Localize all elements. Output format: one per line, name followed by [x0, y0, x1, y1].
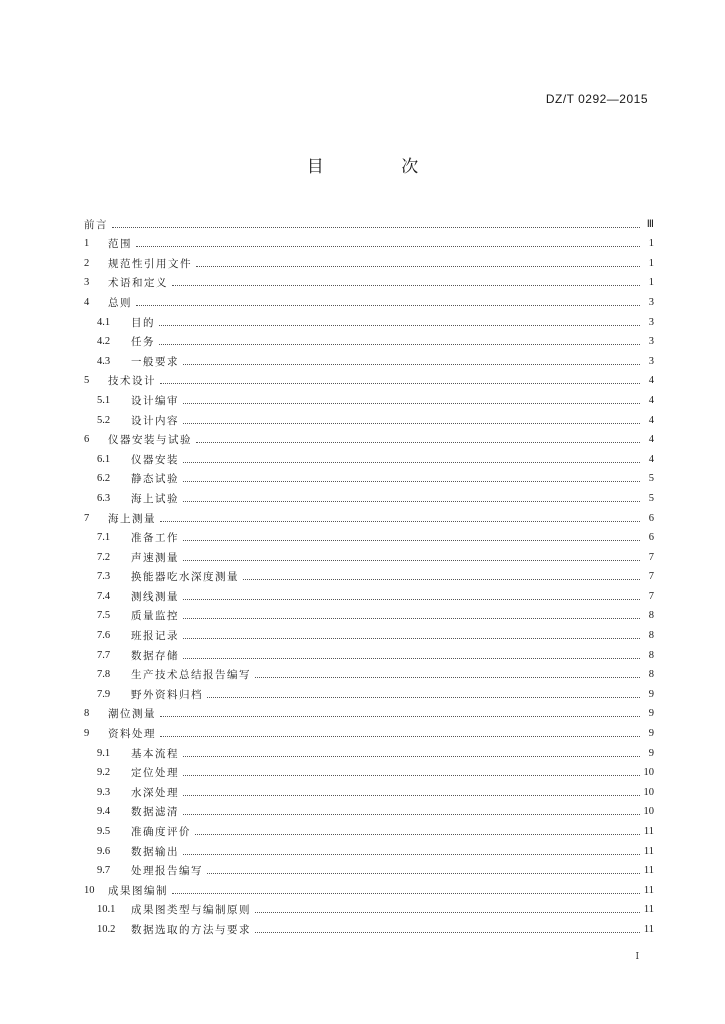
toc-entry-number: 7.5: [97, 610, 111, 622]
toc-entry-page: 3: [648, 296, 654, 308]
toc-entry-number: 7.9: [97, 688, 111, 700]
toc-entry-title: 设计内容: [131, 414, 179, 427]
toc-entry-number: 9.6: [97, 845, 111, 857]
toc-leader-dots: [159, 343, 640, 345]
toc-entry-title: 海上试验: [131, 492, 179, 505]
toc-entry-title: 声速测量: [131, 551, 179, 564]
toc-leader-dots: [183, 598, 640, 600]
toc-entry-page: 4: [648, 414, 654, 426]
toc-entry-title: 总则: [108, 296, 132, 309]
toc-entry-page: 6: [648, 512, 654, 524]
toc-entry[interactable]: [84, 720, 654, 740]
toc-leader-dots: [172, 284, 640, 286]
toc-entry-number: 6: [84, 434, 90, 446]
toc-entry-number: 10.1: [97, 904, 116, 916]
toc-entry-number: 6.3: [97, 492, 111, 504]
toc-entry-title: 目的: [131, 316, 155, 329]
toc-entry[interactable]: [84, 779, 654, 799]
toc-entry[interactable]: [84, 329, 654, 349]
toc-leader-dots: [183, 539, 640, 541]
toc-entry[interactable]: [84, 916, 654, 936]
toc-entry-title: 水深处理: [131, 786, 179, 799]
toc-entry-number: 7.3: [97, 571, 111, 583]
toc-leader-dots: [160, 715, 640, 717]
toc-entry-page: 11: [643, 884, 654, 896]
table-of-contents: [84, 211, 654, 936]
toc-entry[interactable]: [84, 368, 654, 388]
toc-entry-title: 野外资料归档: [131, 688, 203, 701]
toc-entry[interactable]: [84, 877, 654, 897]
toc-leader-dots: [136, 304, 640, 306]
toc-leader-dots: [112, 226, 640, 228]
toc-entry[interactable]: [84, 544, 654, 564]
toc-entry-number: 9.3: [97, 786, 111, 798]
toc-entry[interactable]: [84, 583, 654, 603]
toc-leader-dots: [159, 324, 640, 326]
toc-entry-page: 10: [643, 786, 654, 798]
toc-entry-number: 7.4: [97, 590, 111, 602]
toc-leader-dots: [160, 735, 640, 737]
toc-entry-number: 9.5: [97, 826, 111, 837]
toc-entry-title: 规范性引用文件: [108, 257, 192, 270]
toc-entry-number: 7.1: [97, 532, 111, 544]
toc-entry-page: 8: [648, 649, 654, 661]
toc-leader-dots: [183, 500, 640, 502]
toc-entry[interactable]: [84, 642, 654, 662]
toc-entry[interactable]: [84, 799, 654, 819]
toc-entry-title: 前言: [84, 218, 108, 231]
toc-entry[interactable]: [84, 818, 654, 838]
toc-entry-title: 质量监控: [131, 610, 179, 623]
toc-entry[interactable]: [84, 211, 654, 231]
toc-entry-title: 数据滤清: [131, 806, 179, 819]
toc-entry-page: 4: [648, 375, 654, 387]
toc-entry-title: 定位处理: [131, 767, 179, 780]
toc-entry-page: 3: [648, 336, 654, 348]
toc-entry-number: 3: [84, 277, 90, 289]
toc-entry-page: 9: [648, 728, 654, 740]
toc-entry[interactable]: [84, 838, 654, 858]
toc-leader-dots: [183, 363, 640, 365]
toc-leader-dots: [255, 911, 640, 913]
toc-entry-title: 准备工作: [131, 532, 179, 545]
toc-entry-number: 10: [84, 884, 95, 896]
toc-entry[interactable]: [84, 407, 654, 427]
toc-entry[interactable]: [84, 270, 654, 290]
toc-leader-dots: [136, 245, 640, 247]
toc-entry-page: 5: [648, 473, 654, 485]
toc-entry-page: 10: [643, 806, 654, 818]
toc-entry-title: 换能器吃水深度测量: [131, 571, 239, 584]
toc-entry[interactable]: [84, 622, 654, 642]
toc-entry-page: 11: [643, 845, 654, 857]
toc-entry-page: 1: [648, 238, 654, 250]
toc-entry-title: 基本流程: [131, 747, 179, 760]
toc-entry-title: 范围: [108, 238, 132, 251]
toc-entry-page: 3: [648, 355, 654, 367]
toc-entry-title: 准确度评价: [131, 826, 191, 838]
toc-entry-title: 静态试验: [131, 473, 179, 486]
toc-entry-title: 数据输出: [131, 845, 179, 858]
toc-entry-number: 6.1: [97, 453, 111, 465]
toc-leader-dots: [195, 833, 640, 835]
toc-entry[interactable]: [84, 701, 654, 721]
toc-leader-dots: [255, 676, 640, 678]
toc-leader-dots: [160, 382, 640, 384]
toc-entry-number: 4: [84, 296, 90, 308]
toc-entry-number: 4.2: [97, 336, 111, 348]
toc-leader-dots: [183, 657, 640, 659]
toc-leader-dots: [196, 441, 640, 443]
toc-entry-page: 4: [648, 394, 654, 406]
toc-entry-page: 7: [648, 590, 654, 602]
toc-leader-dots: [160, 520, 640, 522]
toc-entry-number: 6.2: [97, 473, 111, 485]
toc-entry-number: 9.2: [97, 767, 111, 779]
toc-entry[interactable]: [84, 760, 654, 780]
toc-entry[interactable]: [84, 231, 654, 251]
toc-entry-number: 4.1: [97, 316, 111, 328]
toc-entry-page: 11: [643, 923, 654, 935]
toc-entry-number: 5.1: [97, 394, 111, 406]
toc-entry-title: 成果图编制: [108, 884, 168, 897]
toc-entry-number: 7.7: [97, 649, 111, 661]
toc-entry-page: 1: [648, 257, 654, 269]
toc-entry-page: 1: [648, 277, 654, 289]
toc-leader-dots: [183, 813, 640, 815]
toc-entry-title: 数据存储: [131, 649, 179, 662]
toc-entry-title: 测线测量: [131, 590, 179, 603]
toc-entry-number: 8: [84, 708, 90, 720]
page-title: 目 次: [306, 157, 455, 177]
toc-entry-title: 资料处理: [108, 728, 156, 741]
toc-entry-number: 2: [84, 257, 90, 269]
toc-leader-dots: [183, 480, 640, 482]
toc-entry-number: 4.3: [97, 355, 111, 367]
toc-entry[interactable]: [84, 446, 654, 466]
toc-entry-number: 5.2: [97, 414, 111, 426]
toc-leader-dots: [255, 931, 640, 933]
toc-leader-dots: [183, 774, 640, 776]
toc-entry-page: 4: [648, 453, 654, 465]
toc-leader-dots: [196, 265, 640, 267]
toc-entry-page: 7: [648, 571, 654, 583]
toc-entry[interactable]: [84, 466, 654, 486]
toc-leader-dots: [183, 853, 640, 855]
toc-entry-number: 7.8: [97, 669, 111, 681]
toc-entry-title: 仪器安装: [131, 453, 179, 466]
toc-entry-title: 设计编审: [131, 394, 179, 407]
toc-entry[interactable]: [84, 348, 654, 368]
toc-entry-title: 技术设计: [108, 375, 156, 388]
toc-entry-page: 9: [648, 688, 654, 700]
toc-entry-number: 9.7: [97, 865, 111, 877]
toc-entry-page: 3: [648, 316, 654, 328]
toc-leader-dots: [183, 461, 640, 463]
toc-entry-page: Ⅲ: [646, 218, 654, 230]
toc-leader-dots: [183, 422, 640, 424]
toc-leader-dots: [183, 402, 640, 404]
page-number: I: [635, 952, 639, 962]
toc-entry-page: 8: [648, 630, 654, 642]
toc-leader-dots: [183, 637, 640, 639]
toc-leader-dots: [172, 892, 640, 894]
toc-entry-title: 一般要求: [131, 355, 179, 368]
toc-entry-title: 生产技术总结报告编写: [131, 669, 251, 682]
toc-entry-number: 1: [84, 238, 90, 250]
toc-entry-page: 6: [648, 532, 654, 544]
toc-entry-page: 9: [648, 747, 654, 759]
toc-entry-page: 8: [648, 669, 654, 681]
toc-leader-dots: [183, 559, 640, 561]
toc-leader-dots: [183, 755, 640, 757]
toc-entry-page: 11: [643, 826, 654, 837]
toc-entry-page: 8: [648, 610, 654, 622]
toc-entry[interactable]: [84, 564, 654, 584]
toc-entry-page: 11: [643, 904, 654, 916]
toc-entry-title: 成果图类型与编制原则: [131, 904, 251, 917]
toc-entry-page: 11: [643, 865, 654, 877]
toc-entry-title: 任务: [131, 336, 155, 349]
toc-entry-number: 9.1: [97, 747, 111, 759]
toc-entry-number: 7: [84, 512, 90, 524]
toc-entry[interactable]: [84, 525, 654, 545]
toc-entry-number: 7.6: [97, 630, 111, 642]
toc-leader-dots: [207, 696, 640, 698]
toc-entry-number: 9.4: [97, 806, 111, 818]
toc-entry[interactable]: [84, 897, 654, 917]
toc-entry-title: 潮位测量: [108, 708, 156, 721]
toc-entry-title: 班报记录: [131, 630, 179, 643]
toc-entry-title: 术语和定义: [108, 277, 168, 290]
toc-entry-page: 5: [648, 492, 654, 504]
toc-entry[interactable]: [84, 858, 654, 878]
toc-entry[interactable]: [84, 485, 654, 505]
toc-leader-dots: [243, 578, 640, 580]
toc-entry-page: 9: [648, 708, 654, 720]
toc-leader-dots: [183, 617, 640, 619]
toc-entry-page: 7: [648, 551, 654, 563]
toc-entry-number: 5: [84, 375, 90, 387]
toc-entry[interactable]: [84, 309, 654, 329]
toc-entry[interactable]: [84, 681, 654, 701]
toc-entry-number: 9: [84, 728, 90, 740]
toc-entry-number: 7.2: [97, 551, 111, 563]
toc-entry-page: 4: [648, 434, 654, 446]
toc-entry-number: 10.2: [97, 923, 116, 935]
toc-entry-page: 10: [643, 767, 654, 779]
toc-entry[interactable]: [84, 662, 654, 682]
toc-entry-title: 仪器安装与试验: [108, 434, 192, 447]
toc-entry[interactable]: [84, 250, 654, 270]
toc-entry-title: 海上测量: [108, 512, 156, 525]
toc-entry[interactable]: [84, 740, 654, 760]
toc-entry[interactable]: [84, 427, 654, 447]
document-code: DZ/T 0292—2015: [545, 92, 648, 106]
toc-entry[interactable]: [84, 289, 654, 309]
toc-leader-dots: [183, 794, 640, 796]
toc-entry[interactable]: [84, 505, 654, 525]
toc-entry-title: 处理报告编写: [131, 865, 203, 878]
toc-entry-title: 数据选取的方法与要求: [131, 923, 251, 936]
toc-leader-dots: [207, 872, 640, 874]
toc-entry[interactable]: [84, 603, 654, 623]
toc-entry[interactable]: [84, 387, 654, 407]
